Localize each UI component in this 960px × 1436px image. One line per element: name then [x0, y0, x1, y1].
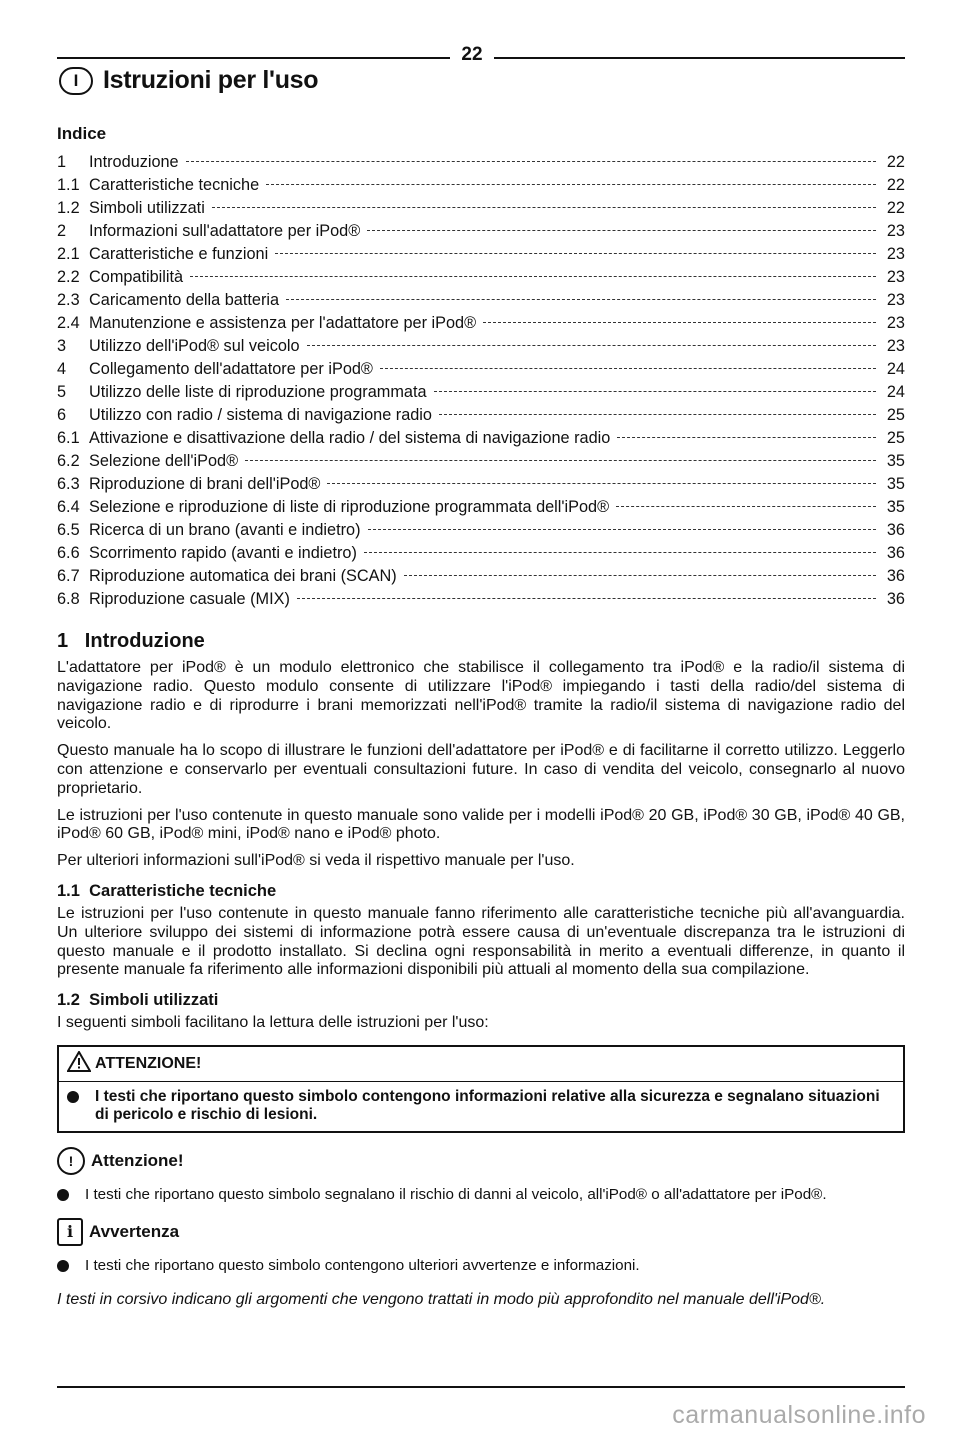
- warning-triangle-icon: [67, 1051, 91, 1077]
- toc-entry-title: Compatibilità: [89, 268, 184, 286]
- toc-entry-page: 23: [886, 268, 905, 286]
- toc-entry-number: 6.8: [57, 590, 80, 608]
- toc-entry: [57, 565, 905, 588]
- toc-entry: [57, 450, 905, 473]
- toc-entry-number: 1.2: [57, 199, 80, 217]
- toc-entry-number: 2: [57, 222, 67, 240]
- symbols-heading: [57, 991, 905, 1010]
- toc-entry: [57, 174, 905, 197]
- page-number: 22: [461, 44, 483, 65]
- document-title: Istruzioni per l'uso: [103, 66, 319, 94]
- toc-entry-number: 6: [57, 406, 67, 424]
- footer-rule: [57, 1386, 905, 1388]
- toc-entry-number: 6.4: [57, 498, 80, 516]
- intro-heading: [57, 630, 905, 653]
- toc-entry-title: Riproduzione automatica dei brani (SCAN): [89, 567, 397, 585]
- watermark: carmanualsonline.info: [672, 1401, 926, 1429]
- toc-entry-title: Collegamento dell'adattatore per iPod®: [89, 360, 373, 378]
- bullet-icon: [57, 1189, 69, 1201]
- toc-entry-title: Ricerca di un brano (avanti e indietro): [89, 521, 361, 539]
- toc-entry-title: Informazioni sull'adattatore per iPod®: [89, 222, 361, 240]
- toc-entry-title: Selezione e riproduzione di liste di riproduzione programmata dell'iPod®: [89, 498, 610, 516]
- features-heading-text: Caratteristiche tecniche: [89, 881, 277, 900]
- toc-entry: [57, 151, 905, 174]
- intro-paragraph-2: Questo manuale ha lo scopo di illustrare le funzioni dell'adattatore per iPod® e di facilitarne il corretto utilizzo. Leggerlo con attenzione e conservarlo per eventuali consultazioni future. In caso di vendita del veicolo, consegnarlo al nuovo proprietario.: [57, 742, 905, 797]
- toc-entry-page: 23: [886, 222, 905, 240]
- section-title: [59, 66, 318, 95]
- toc-entry-number: 1.1: [57, 176, 80, 194]
- warning-header: [59, 1047, 903, 1082]
- warning-body: [59, 1082, 903, 1131]
- toc-entry: [57, 289, 905, 312]
- toc-entry-number: 2.3: [57, 291, 80, 309]
- toc-leader-dots: [327, 483, 876, 484]
- toc-entry-page: 25: [886, 406, 905, 424]
- toc-entry-number: 2.4: [57, 314, 80, 332]
- toc-entry-title: Caratteristiche e funzioni: [89, 245, 269, 263]
- warning-title: ATTENZIONE!: [95, 1054, 202, 1072]
- toc-entry-page: 35: [886, 475, 905, 493]
- toc-entry: [57, 220, 905, 243]
- toc-entry-title: Attivazione e disattivazione della radio / del sistema di navigazione radio: [89, 429, 611, 447]
- toc-entry-number: 6.7: [57, 567, 80, 585]
- toc-entry-title: Utilizzo con radio / sistema di navigazione radio: [89, 406, 432, 424]
- symbols-heading-text: Simboli utilizzati: [89, 991, 219, 1010]
- toc-entry-page: 25: [886, 429, 905, 447]
- toc-entry-page: 23: [886, 245, 905, 263]
- toc-leader-dots: [483, 322, 876, 323]
- toc-entry-title: Utilizzo dell'iPod® sul veicolo: [89, 337, 300, 355]
- toc-entry-title: Selezione dell'iPod®: [89, 452, 239, 470]
- warning-box: [57, 1045, 905, 1133]
- toc-leader-dots: [439, 414, 876, 415]
- toc-leader-dots: [212, 207, 876, 208]
- toc-leader-dots: [367, 230, 876, 231]
- toc-entry: [57, 542, 905, 565]
- page-header: [57, 0, 905, 94]
- intro-heading-text: Introduzione: [84, 630, 205, 652]
- info-icon: i: [57, 1218, 83, 1246]
- toc-entry-page: 24: [886, 360, 905, 378]
- toc-entry-page: 36: [886, 521, 905, 539]
- toc-entry-number: 5: [57, 383, 67, 401]
- toc-entry-number: 6.6: [57, 544, 80, 562]
- bullet-icon: [67, 1091, 79, 1103]
- toc-entry-title: Caratteristiche tecniche: [89, 176, 260, 194]
- toc-leader-dots: [364, 552, 876, 553]
- toc-entry-title: Introduzione: [89, 153, 179, 171]
- intro-paragraph-4: Per ulteriori informazioni sull'iPod® si veda il rispettivo manuale per l'uso.: [57, 852, 575, 870]
- toc-entry: [57, 519, 905, 542]
- toc-entry-title: Scorrimento rapido (avanti e indietro): [89, 544, 357, 562]
- toc-entry-number: 6.2: [57, 452, 80, 470]
- toc-entry: [57, 496, 905, 519]
- toc-entry: [57, 588, 905, 611]
- italic-note: I testi in corsivo indicano gli argomenti che vengono trattati in modo più approfondito nel manuale dell'iPod®.: [57, 1290, 826, 1308]
- toc-leader-dots: [266, 184, 876, 185]
- symbols-intro: I seguenti simboli facilitano la lettura delle istruzioni per l'uso:: [57, 1014, 489, 1032]
- header-rule-left: [57, 57, 450, 59]
- table-of-contents: [57, 151, 905, 611]
- toc-entry-title: Riproduzione di brani dell'iPod®: [89, 475, 321, 493]
- features-heading-number: 1.1: [57, 881, 80, 900]
- toc-leader-dots: [616, 506, 876, 507]
- toc-entry-number: 3: [57, 337, 67, 355]
- toc-entry: [57, 358, 905, 381]
- toc-entry-page: 22: [886, 153, 905, 171]
- note-header: [57, 1218, 905, 1246]
- intro-paragraph-3: Le istruzioni per l'uso contenute in questo manuale sono valide per i modelli iPod® 20 GB, iPod® 30 GB, iPod® 40 GB, iPod® 60 GB, iPod® mini, iPod® nano e iPod® photo.: [57, 806, 905, 843]
- caution-title: Attenzione!: [91, 1150, 184, 1170]
- toc-entry-page: 36: [886, 567, 905, 585]
- toc-leader-dots: [286, 299, 876, 300]
- toc-entry: [57, 473, 905, 496]
- toc-entry: [57, 381, 905, 404]
- toc-entry-page: 36: [886, 544, 905, 562]
- toc-entry-page: 22: [886, 199, 905, 217]
- toc-leader-dots: [434, 391, 876, 392]
- toc-entry: [57, 266, 905, 289]
- toc-entry-title: Caricamento della batteria: [89, 291, 280, 309]
- note-item: [57, 1256, 905, 1275]
- toc-leader-dots: [380, 368, 876, 369]
- toc-entry: [57, 243, 905, 266]
- toc-entry-page: 23: [886, 314, 905, 332]
- toc-entry-page: 24: [886, 383, 905, 401]
- toc-entry-number: 6.3: [57, 475, 80, 493]
- symbols-heading-number: 1.2: [57, 991, 80, 1010]
- toc-entry-number: 6.1: [57, 429, 80, 447]
- note-title: Avvertenza: [89, 1221, 180, 1241]
- toc-entry: [57, 312, 905, 335]
- bullet-icon: [57, 1260, 69, 1272]
- header-rule-right: [494, 57, 905, 59]
- caution-icon: !: [57, 1147, 85, 1175]
- toc-entry-page: 35: [886, 452, 905, 470]
- toc-leader-dots: [190, 276, 876, 277]
- toc-leader-dots: [186, 161, 876, 162]
- toc-entry-number: 2.2: [57, 268, 80, 286]
- toc-leader-dots: [275, 253, 876, 254]
- caution-item: [57, 1185, 905, 1204]
- toc-leader-dots: [307, 345, 876, 346]
- toc-entry-title: Utilizzo delle liste di riproduzione programmata: [89, 383, 427, 401]
- toc-entry: [57, 404, 905, 427]
- features-paragraph: Le istruzioni per l'uso contenute in questo manuale fanno riferimento alle caratteristiche tecniche più all'avanguardia. Un ulteriore sviluppo dei sistemi di informazione potrà essere causa di un'eventuale discrepanza tra le istruzioni di questo manuale e il prodotto installato. Si declina ogni responsabilità in merito a eventuali differenze, in quanto il presente manuale fa riferimento alle informazioni disponibili più attuali al momento della sua compilazione.: [57, 904, 905, 979]
- toc-entry-number: 1: [57, 153, 67, 171]
- toc-entry-page: 22: [886, 176, 905, 194]
- toc-leader-dots: [297, 598, 876, 599]
- toc-leader-dots: [404, 575, 876, 576]
- toc-entry-title: Manutenzione e assistenza per l'adattatore per iPod®: [89, 314, 477, 332]
- intro-heading-number: 1: [57, 630, 69, 652]
- caution-text: I testi che riportano questo simbolo segnalano il rischio di danni al veicolo, all'iPod® o all'adattatore per iPod®.: [85, 1185, 827, 1203]
- toc-entry: [57, 427, 905, 450]
- toc-leader-dots: [368, 529, 877, 530]
- warning-text: I testi che riportano questo simbolo contengono informazioni relative alla sicurezza e segnalano situazioni di pericolo e rischio di lesioni.: [95, 1087, 880, 1124]
- toc-leader-dots: [617, 437, 876, 438]
- toc-entry-number: 6.5: [57, 521, 80, 539]
- toc-entry-number: 2.1: [57, 245, 80, 263]
- toc-entry-page: 23: [886, 291, 905, 309]
- toc-entry-title: Riproduzione casuale (MIX): [89, 590, 290, 608]
- note-text: I testi che riportano questo simbolo contengono ulteriori avvertenze e informazioni.: [85, 1256, 640, 1274]
- toc-entry-page: 23: [886, 337, 905, 355]
- toc-entry-number: 4: [57, 360, 67, 378]
- toc-entry-title: Simboli utilizzati: [89, 199, 205, 217]
- toc-entry-page: 36: [886, 590, 905, 608]
- toc-entry: [57, 335, 905, 358]
- toc-entry: [57, 197, 905, 220]
- language-badge-icon: I: [59, 67, 93, 95]
- manual-page: [57, 0, 905, 1309]
- toc-leader-dots: [245, 460, 876, 461]
- toc-entry-page: 35: [886, 498, 905, 516]
- intro-paragraph-1: L'adattatore per iPod® è un modulo elettronico che stabilisce il collegamento tra iPod® e la radio/il sistema di navigazione radio. Questo modulo consente di utilizzare l'iPod® impiegando i tasti della radio/del sistema di navigazione radio e di riprodurre i brani memorizzati nell'iPod® tramite la radio/il sistema di navigazione radio del veicolo.: [57, 659, 905, 733]
- features-heading: [57, 882, 905, 901]
- toc-heading: Indice: [57, 124, 107, 143]
- caution-header: [57, 1147, 905, 1175]
